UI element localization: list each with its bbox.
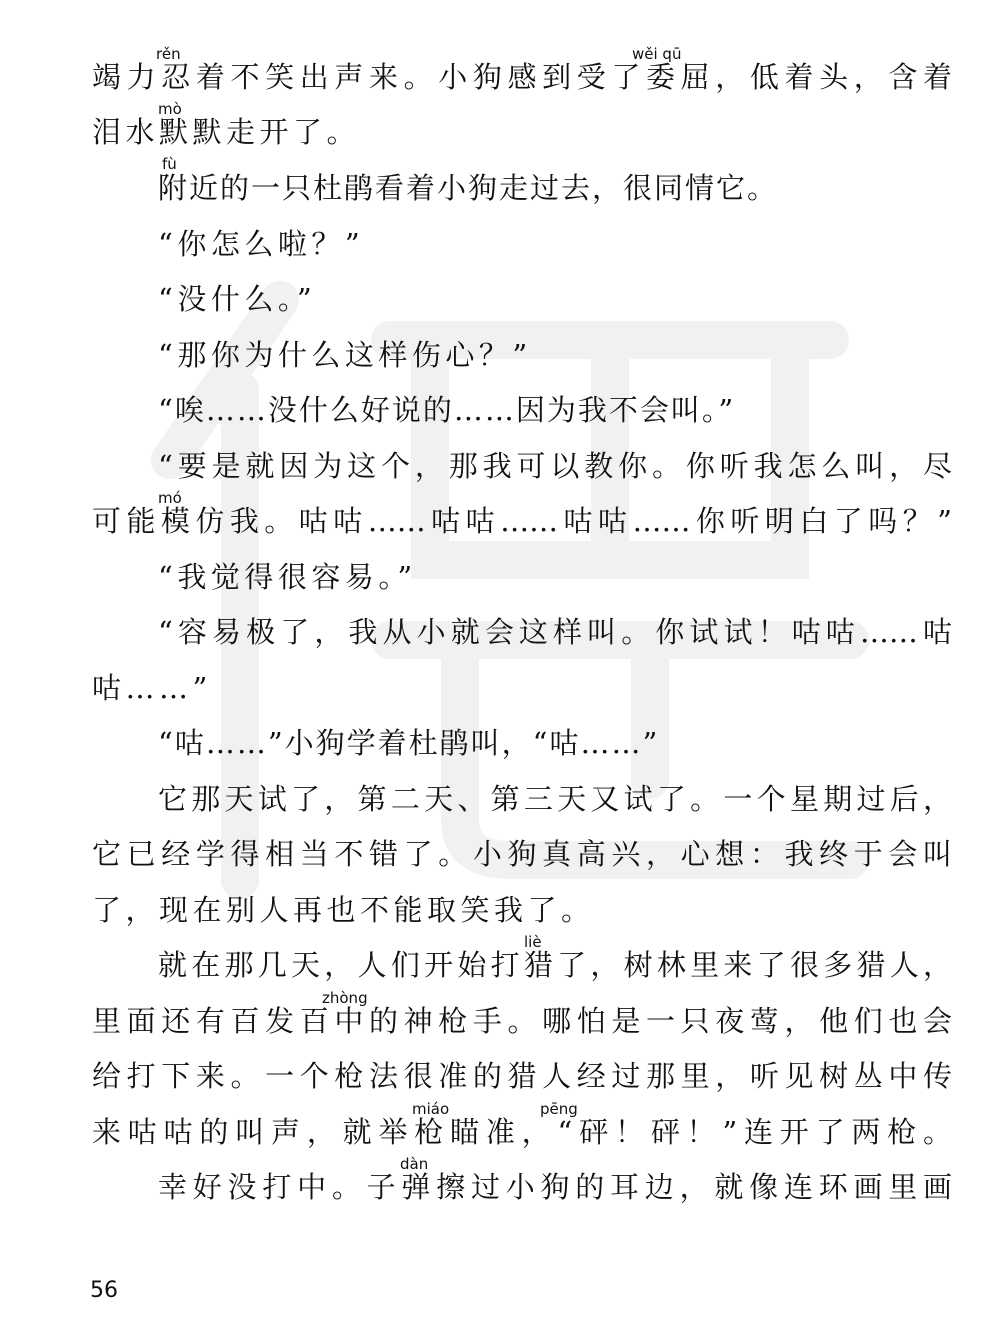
text-line: “咕……”小狗学着杜鹃叫，“咕……” — [158, 726, 660, 760]
page-number: 56 — [90, 1278, 118, 1303]
text-line: 它已经学得相当不错了。小狗真高兴，心想：我终于会叫 — [92, 837, 952, 871]
text-line: “唉……没什么好说的……因为我不会叫。” — [158, 393, 736, 427]
text-line: “要是就因为这个，那我可以教你。你听我怎么叫，尽 — [158, 449, 952, 483]
pinyin-annotation: dàn — [400, 1155, 429, 1173]
text-line: 附近的一只杜鹃看着小狗走过去，很同情它。 — [158, 171, 779, 205]
text-line: “我觉得很容易。” — [158, 560, 417, 594]
text-line: 了，现在别人再也不能取笑我了。 — [92, 893, 595, 927]
text-line: 给打下来。一个枪法很准的猎人经过那里，听见树丛中传 — [92, 1059, 952, 1093]
text-line: 咕……” — [92, 671, 212, 705]
text-line: “容易极了，我从小就会这样叫。你试试！咕咕……咕 — [158, 615, 952, 649]
text-line: 就在那几天，人们开始打猎了，树林里来了很多猎人， — [158, 948, 952, 982]
pinyin-annotation: mò — [158, 100, 182, 118]
pinyin-annotation: wěi qū — [632, 45, 682, 63]
pinyin-annotation: pēng — [540, 1100, 578, 1118]
text-line: 里面还有百发百中的神枪手。哪怕是一只夜莺，他们也会 — [92, 1004, 952, 1038]
text-line: 幸好没打中。子弹擦过小狗的耳边，就像连环画里画 — [158, 1170, 952, 1204]
text-line: 它那天试了，第二天、第三天又试了。一个星期过后， — [158, 782, 952, 816]
text-line: “没什么。” — [158, 282, 317, 316]
text-line: “你怎么啦？” — [158, 227, 365, 261]
pinyin-annotation: rěn — [156, 45, 181, 63]
pinyin-annotation: zhòng — [322, 989, 368, 1007]
text-line: 泪水默默走开了。 — [92, 115, 361, 149]
text-line: 来咕咕的叫声，就举枪瞄准，“砰！砰！”连开了两枪。 — [92, 1115, 952, 1149]
pinyin-annotation: liè — [524, 933, 542, 951]
pinyin-annotation: mó — [158, 489, 182, 507]
text-line: 竭力忍着不笑出声来。小狗感到受了委屈，低着头，含着 — [92, 60, 952, 94]
text-line: 可能模仿我。咕咕……咕咕……咕咕……你听明白了吗？” — [92, 504, 952, 538]
pinyin-annotation: miáo — [412, 1100, 450, 1118]
pinyin-annotation: fù — [162, 155, 177, 173]
text-line: “那你为什么这样伤心？” — [158, 338, 532, 372]
